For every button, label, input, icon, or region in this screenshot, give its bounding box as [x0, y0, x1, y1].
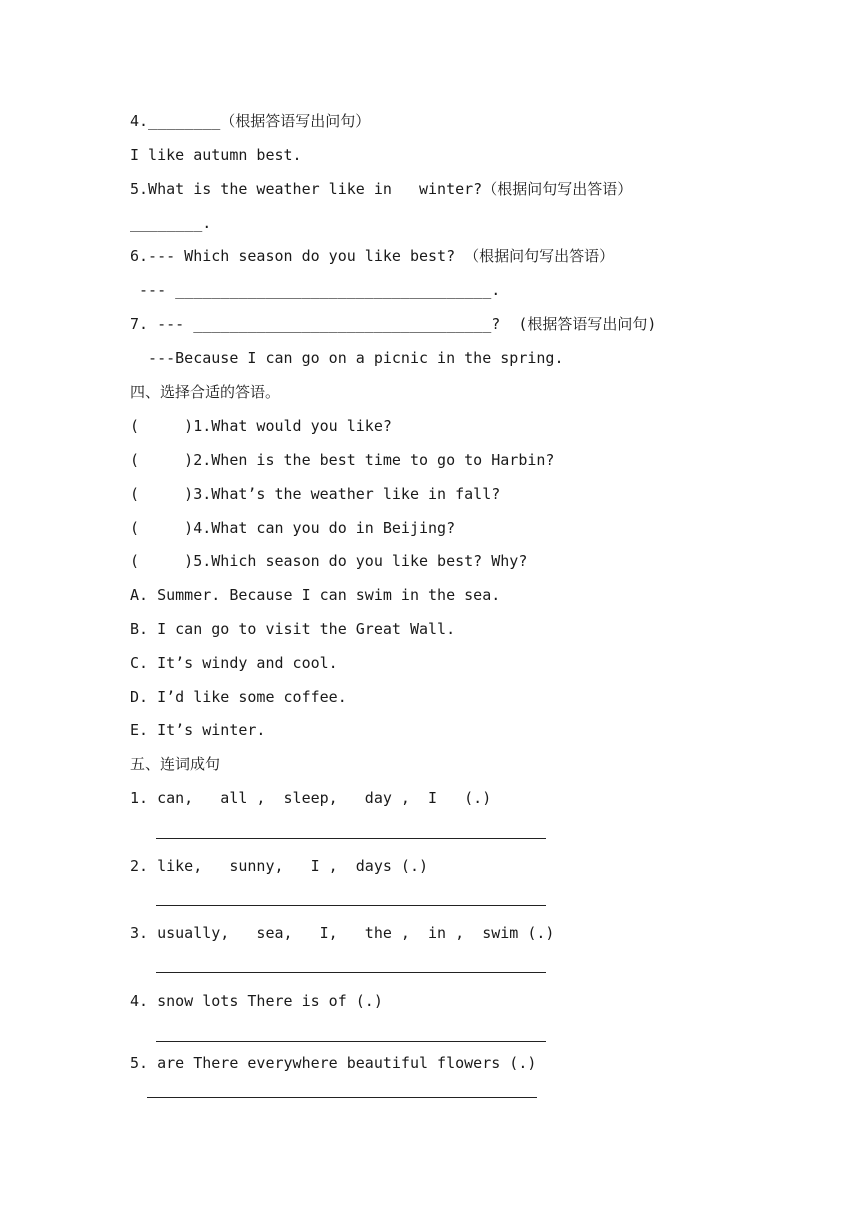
question-7-answer: ---Because I can go on a picnic in the spring.: [130, 349, 564, 367]
option-b: B. I can go to visit the Great Wall.: [130, 620, 456, 638]
question-7: 7. --- _________________________________? (根据答语写出问句): [130, 315, 657, 333]
choice-question-1: ( )1.What would you like?: [130, 417, 392, 435]
answer-line-5: [147, 1097, 537, 1098]
option-d: D. I’d like some coffee.: [130, 688, 347, 706]
question-6-answer: --- ___________________________________.: [130, 281, 501, 299]
question-5: 5.What is the weather like in winter?（根据问句写出答语）: [130, 180, 633, 198]
choice-question-4: ( )4.What can you do in Beijing?: [130, 519, 456, 537]
section-4-heading: 四、选择合适的答语。: [130, 383, 281, 401]
sentence-item-5: 5. are There everywhere beautiful flowers (.): [130, 1054, 537, 1072]
section-5-heading: 五、连词成句: [130, 755, 221, 773]
option-a: A. Summer. Because I can swim in the sea.: [130, 586, 501, 604]
sentence-item-1: 1. can, all , sleep, day , I (.): [130, 789, 492, 807]
sentence-item-3: 3. usually, sea, I, the , in , swim (.): [130, 924, 555, 942]
answer-line-2: [156, 905, 546, 906]
choice-question-5: ( )5.Which season do you like best? Why?: [130, 552, 528, 570]
answer-line-4: [156, 1041, 546, 1042]
choice-question-2: ( )2.When is the best time to go to Harbin?: [130, 451, 555, 469]
sentence-item-2: 2. like, sunny, I , days (.): [130, 857, 429, 875]
option-e: E. It’s winter.: [130, 721, 266, 739]
question-5-answer: ________.: [130, 214, 212, 232]
choice-question-3: ( )3.What’s the weather like in fall?: [130, 485, 501, 503]
answer-line-3: [156, 972, 546, 973]
question-4-answer: I like autumn best.: [130, 146, 302, 164]
question-4: 4.________（根据答语写出问句）: [130, 112, 371, 130]
option-c: C. It’s windy and cool.: [130, 654, 338, 672]
answer-line-1: [156, 838, 546, 839]
question-6: 6.--- Which season do you like best? （根据问句写出答语）: [130, 247, 615, 265]
sentence-item-4: 4. snow lots There is of (.): [130, 992, 383, 1010]
